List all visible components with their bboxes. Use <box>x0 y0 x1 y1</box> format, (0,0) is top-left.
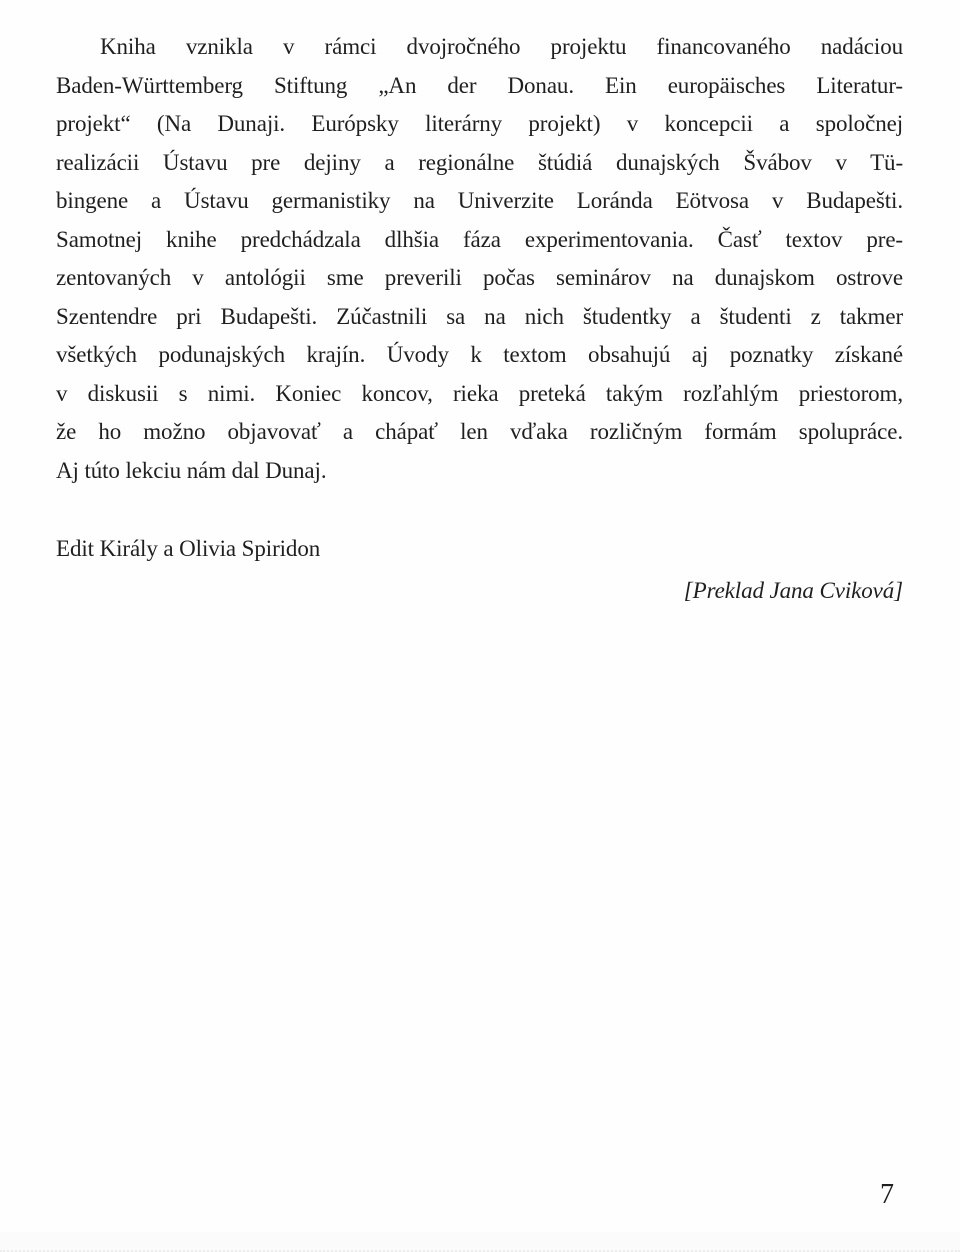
text-line: Samotnej knihe predchádzala dlhšia fáza experimentovania. Časť textov pre- <box>56 226 903 252</box>
translator-credit: [Preklad Jana Cviková] <box>683 577 903 603</box>
text-line: všetkých podunajských krajín. Úvody k textom obsahujú aj poznatky získané <box>56 342 903 367</box>
page-bottom-edge <box>0 1232 960 1252</box>
intro-paragraph <box>56 28 903 490</box>
text-line: Aj túto lekciu nám dal Dunaj. <box>56 457 327 483</box>
text-line: bingene a Ústavu germanistiky na Univerzite Loránda Eötvosa v Budapešti. <box>56 188 903 213</box>
text-line: realizácii Ústavu pre dejiny a regionálne štúdiá dunajských Švábov v Tü- <box>56 149 903 175</box>
text-line: Szentendre pri Budapešti. Zúčastnili sa na nich študentky a študenti z takmer <box>56 303 903 329</box>
text-line: projekt“ (Na Dunaji. Európsky literárny projekt) v koncepcii a spoločnej <box>56 111 903 136</box>
page-number: 7 <box>880 1179 894 1210</box>
text-line: zentovaných v antológii sme preverili počas seminárov na dunajskom ostrove <box>56 265 903 290</box>
page-content <box>56 28 903 610</box>
authors-signature: Edit Király a Olivia Spiridon <box>56 536 321 561</box>
text-line: Baden-Württemberg Stiftung „An der Donau. Ein europäisches Literatur- <box>56 72 903 98</box>
text-line: že ho možno objavovať a chápať len vďaka rozličným formám spolupráce. <box>56 419 903 444</box>
text-line: Kniha vznikla v rámci dvojročného projektu financovaného nadáciou <box>100 34 903 59</box>
text-line: v diskusii s nimi. Koniec koncov, rieka preteká takým rozľahlým priestorom, <box>56 380 903 406</box>
